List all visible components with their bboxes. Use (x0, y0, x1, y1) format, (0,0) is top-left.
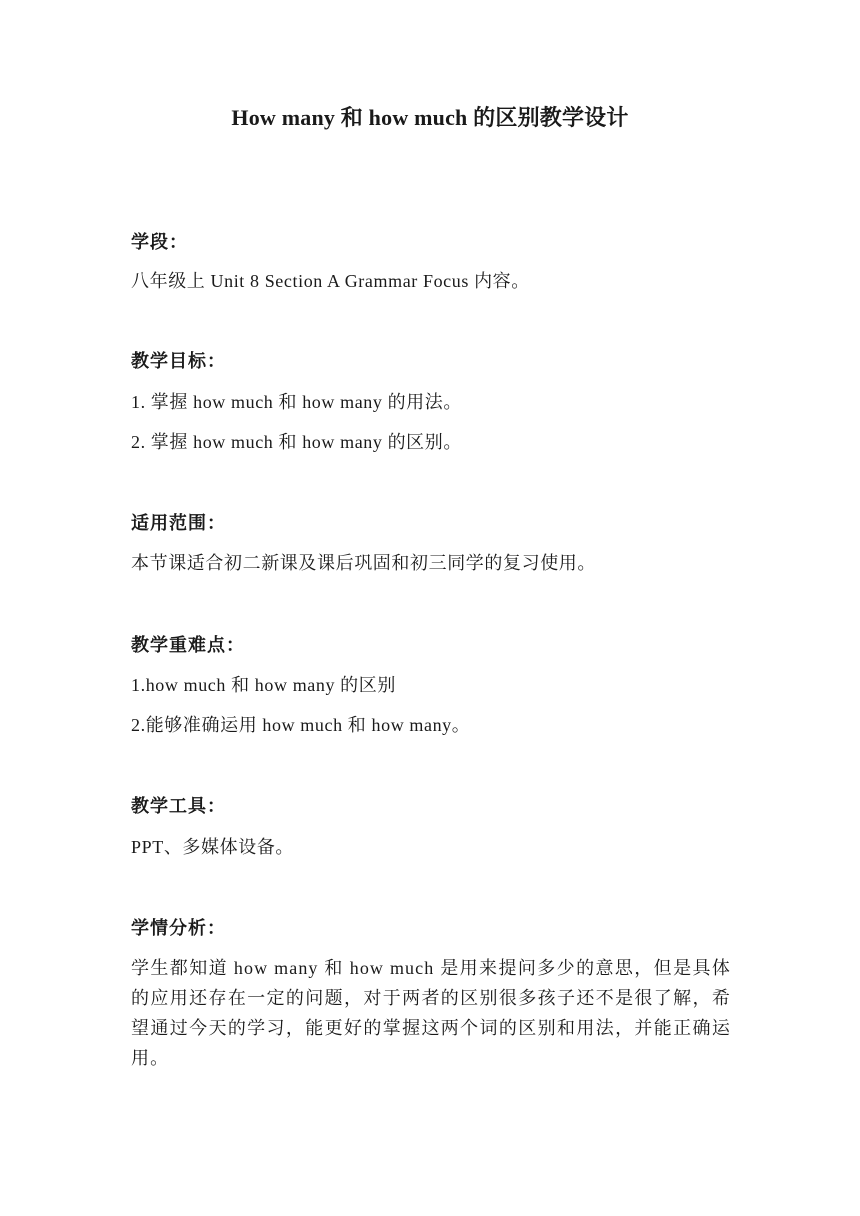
key-point-item-1: 1.how much 和 how many 的区别 (131, 675, 396, 695)
scope-text: 本节课适合初二新课及课后巩固和初三同学的复习使用。 (131, 553, 596, 573)
objective-item-1: 1. 掌握 how much 和 how many 的用法。 (131, 392, 462, 412)
key-point-item-2: 2.能够准确运用 how much 和 how many。 (131, 715, 471, 735)
section-heading-scope: 适用范围： (131, 513, 226, 533)
tools-text: PPT、多媒体设备。 (131, 837, 295, 857)
section-heading-analysis: 学情分析： (131, 918, 226, 938)
analysis-paragraph: 学生都知道 how many 和 how much 是用来提问多少的意思，但是具体的应用还存在一定的问题，对于两者的区别很多孩子还不是很了解，希望通过今天的学习，能更好的掌握这两个词的区别和用法，并能正确运用。 (131, 958, 731, 1068)
document-title: How many 和 how much 的区别教学设计 (231, 105, 629, 130)
section-heading-objectives: 教学目标： (131, 351, 226, 371)
objective-item-2: 2. 掌握 how much 和 how many 的区别。 (131, 432, 462, 452)
stage-text: 八年级上 Unit 8 Section A Grammar Focus 内容。 (131, 271, 530, 291)
section-heading-key-points: 教学重难点： (131, 635, 245, 655)
section-heading-tools: 教学工具： (131, 796, 226, 816)
section-heading-stage: 学段： (131, 232, 188, 252)
